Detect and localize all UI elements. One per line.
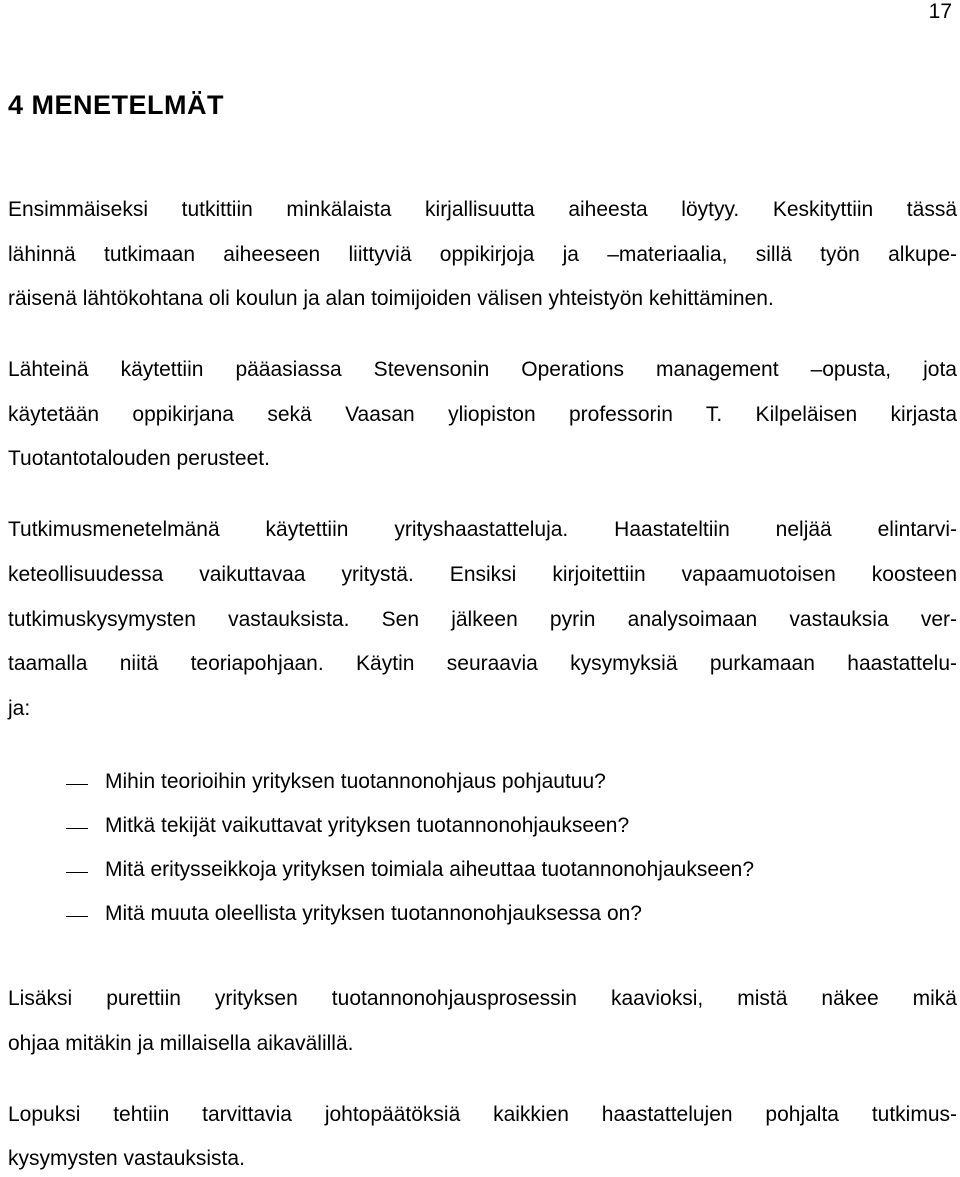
text-line: taamalla niitä teoriapohjaan. Käytin seuraavia kysymyksiä purkamaan haastattelu- <box>8 652 957 675</box>
list-item-text: Mitä eritysseikkoja yrityksen toimiala aiheuttaa tuotannonohjaukseen? <box>105 858 755 881</box>
text-line: Ensimmäiseksi tutkittiin minkälaista kirjallisuutta aiheesta löytyy. Keskityttiin tässä <box>8 198 957 221</box>
dash-bullet-icon <box>66 784 88 785</box>
text-line: ja: <box>8 697 31 720</box>
text-line: lähinnä tutkimaan aiheeseen liittyviä oppikirjoja ja –materiaalia, sillä työn alkupe- <box>8 243 957 266</box>
text-line: kysymysten vastauksista. <box>8 1147 245 1170</box>
text-line: Lopuksi tehtiin tarvittavia johtopäätöksiä kaikkien haastattelujen pohjalta tutkimus- <box>8 1103 957 1126</box>
text-line: käytetään oppikirjana sekä Vaasan yliopiston professorin T. Kilpeläisen kirjasta <box>8 403 957 426</box>
page-number: 17 <box>928 0 952 23</box>
text-line: Lähteinä käytettiin pääasiassa Stevensonin Operations management –opusta, jota <box>8 358 957 381</box>
text-line: räisenä lähtökohtana oli koulun ja alan toimijoiden välisen yhteistyön kehittäminen. <box>8 287 774 310</box>
text-line: Tuotantotalouden perusteet. <box>8 447 270 470</box>
text-line: Tutkimusmenetelmänä käytettiin yrityshaastatteluja. Haastateltiin neljää elintarvi- <box>8 518 957 541</box>
text-line: ohjaa mitäkin ja millaisella aikavälillä. <box>8 1032 354 1055</box>
chapter-heading: 4 MENETELMÄT <box>8 90 225 120</box>
dash-bullet-icon <box>66 828 88 829</box>
text-line: tutkimuskysymysten vastauksista. Sen jälkeen pyrin analysoimaan vastauksia ver- <box>8 608 957 631</box>
dash-bullet-icon <box>66 872 88 873</box>
list-item-text: Mihin teorioihin yrityksen tuotannonohjaus pohjautuu? <box>105 770 606 793</box>
list-item-text: Mitkä tekijät vaikuttavat yrityksen tuotannonohjaukseen? <box>105 814 630 837</box>
text-line: Lisäksi purettiin yrityksen tuotannonohjausprosessin kaavioksi, mistä näkee mikä <box>8 987 957 1010</box>
text-line: keteollisuudessa vaikuttavaa yritystä. Ensiksi kirjoitettiin vapaamuotoisen koosteen <box>8 563 957 586</box>
list-item-text: Mitä muuta oleellista yrityksen tuotannonohjauksessa on? <box>105 902 642 925</box>
dash-bullet-icon <box>66 916 88 917</box>
